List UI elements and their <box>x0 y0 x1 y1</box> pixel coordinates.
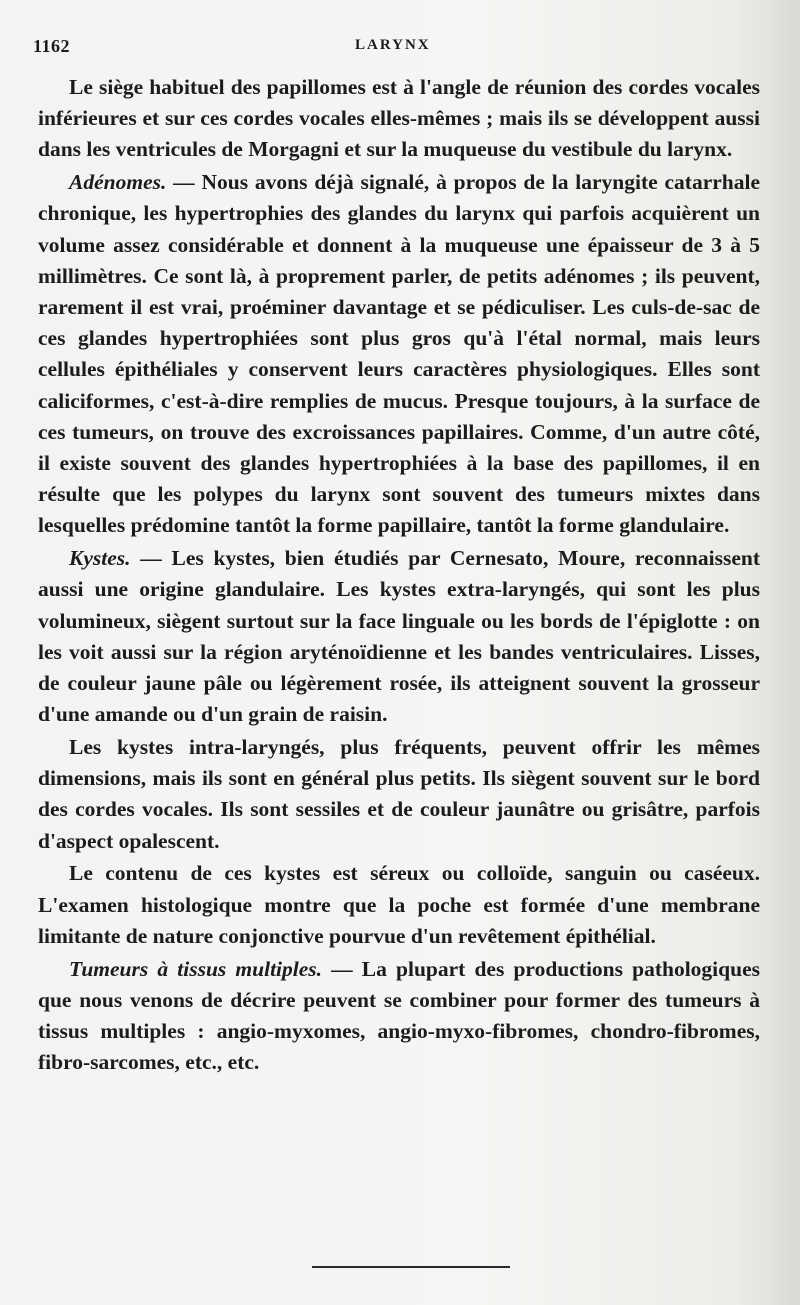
page-number: 1162 <box>33 36 71 56</box>
paragraph-kystes-intra <box>38 732 760 857</box>
paragraph-text: — Nous avons déjà signalé, à propos de la laryngite catarrhale chronique, les hypertrophies des glandes du larynx qui parfois acquièrent un volume assez considérable et donnent à la muqueuse une épaisseur de 3 à 5 millimètres. Ce sont là, à proprement parler, de petits adénomes ; ils peuvent, rarement il est vrai, proéminer davantage et se pédiculiser. Les culs-de-sac de ces glandes hypertrophiées sont plus gros qu'à l'étal normal, mais leurs cellules épithéliales y conservent leurs caractères physiologiques. Elles sont caliciformes, c'est-à-dire remplies de mucus. Presque toujours, à la surface de ces tumeurs, on trouve des excroissances papillaires. Comme, d'un autre côté, il existe souvent des glandes hypertrophiées à la base des papillomes, il en résulte que les polypes du larynx sont souvent des tumeurs mixtes dans lesquelles prédomine tantôt la forme papillaire, tantôt la forme glandulaire. <box>38 170 760 538</box>
paragraph-text: Le siège habituel des papillomes est à l'angle de réunion des cordes vocales inférieures et sur ces cordes vocales elles-mêmes ; mais ils se développent aussi dans les ventricules de Morgagni et sur la muqueuse du vestibule du larynx. <box>38 75 760 162</box>
section-heading-kystes: Kystes. <box>69 546 131 571</box>
paragraph-text: Le contenu de ces kystes est séreux ou colloïde, sanguin ou caséeux. L'examen histologique montre que la poche est formée d'une membrane limitante de nature conjonctive pourvue d'un revêtement épithélial. <box>38 861 760 948</box>
running-title: LARYNX <box>355 37 431 53</box>
paragraph-text: Les kystes intra-laryngés, plus fréquents, peuvent offrir les mêmes dimensions, mais ils sont en général plus petits. Ils siègent souvent sur le bord des cordes vocales. Ils sont sessiles et de couleur jaunâtre ou grisâtre, parfois d'aspect opalescent. <box>38 735 760 853</box>
paragraph-text: — Les kystes, bien étudiés par Cernesato, Moure, reconnaissent aussi une origine glandulaire. Les kystes extra-laryngés, qui sont les plus volumineux, siègent surtout sur la face linguale ou les bords de l'épiglotte : on les voit aussi sur la région aryténoïdienne et les bandes ventriculaires. Lisses, de couleur jaune pâle ou légèrement rosée, ils atteignent souvent la grosseur d'une amande ou d'un grain de raisin. <box>38 546 760 727</box>
paragraph-contenu <box>38 858 760 952</box>
paragraph-tumeurs <box>38 954 760 1079</box>
section-heading-tumeurs: Tumeurs à tissus multiples. <box>69 956 323 981</box>
paragraph-text: — La plupart des productions pathologiques que nous venons de décrire peuvent se combiner pour former des tumeurs à tissus multiples : angio-myxomes, angio-myxo-fibromes, chondro-fibromes, fibro-sarcomes, etc., etc. <box>38 956 760 1075</box>
paragraph-kystes <box>38 543 760 730</box>
section-end-rule <box>312 1266 510 1268</box>
section-heading-adenomes: Adénomes. <box>69 170 167 195</box>
body-text <box>38 72 760 1080</box>
paragraph-adenomes <box>38 167 760 541</box>
paragraph-papillomes <box>38 72 760 166</box>
